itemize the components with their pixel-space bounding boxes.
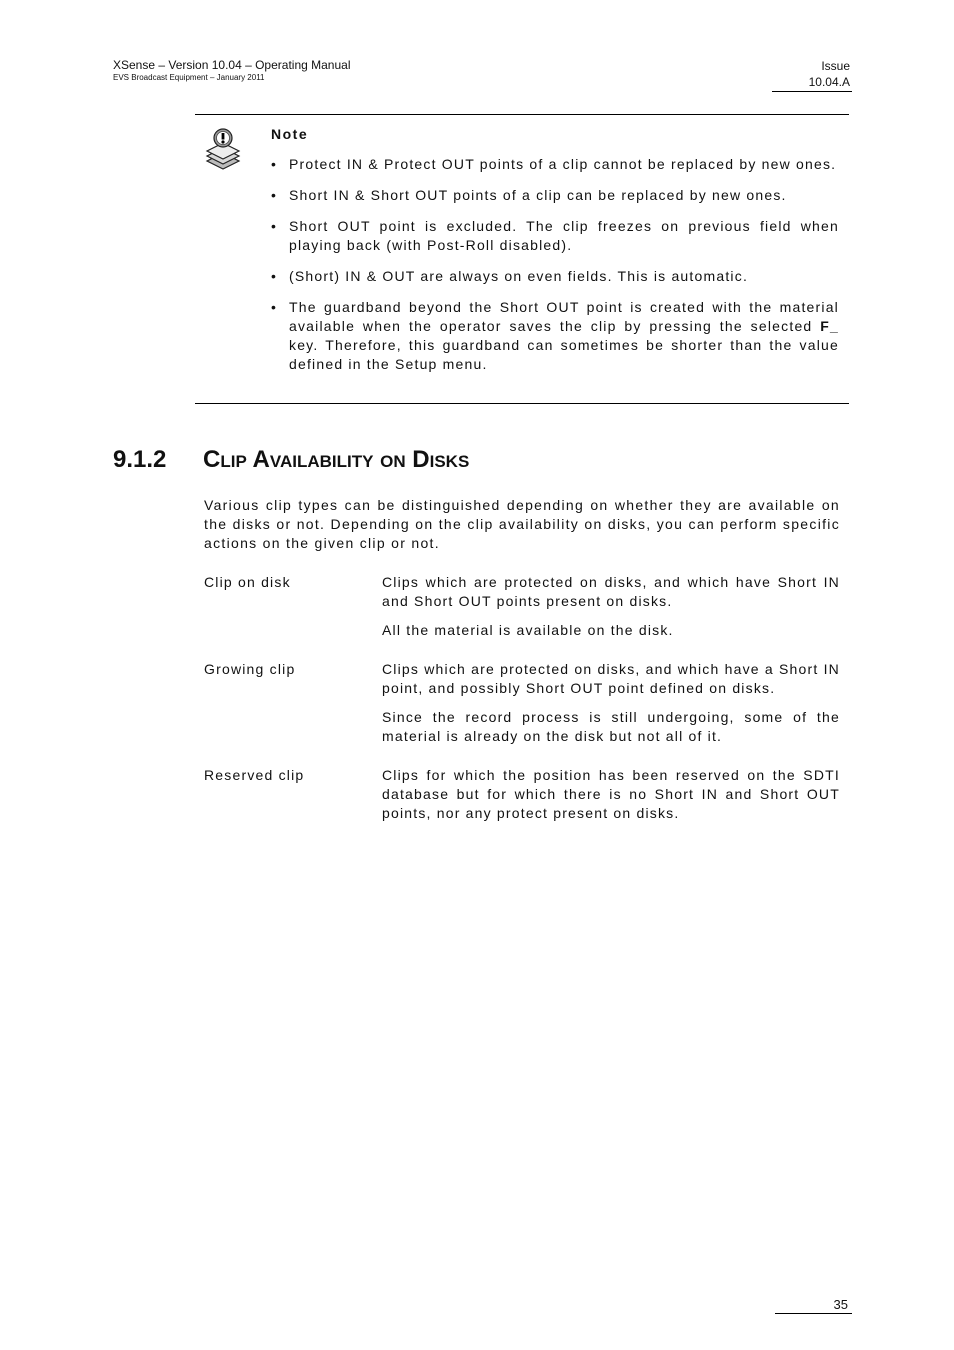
definition-paragraph: Clips which are protected on disks, and which have a Short IN point, and possibly Short OUT point defined on disks. (382, 661, 840, 696)
bullet-icon: • (271, 156, 278, 172)
key-name: F_ (820, 318, 839, 334)
publisher-date: EVS Broadcast Equipment – January 2011 (113, 73, 265, 82)
definition-paragraph: All the material is available on the disk. (382, 622, 674, 638)
note-item (271, 155, 839, 174)
document-header (113, 58, 351, 83)
note-list (271, 155, 839, 386)
note-icon (205, 127, 241, 171)
definition-paragraph: Clips which are protected on disks, and which have Short IN and Short OUT points present on disks. (382, 574, 840, 609)
note-item-text: Protect IN & Protect OUT points of a clip cannot be replaced by new ones. (289, 156, 837, 172)
section-heading (113, 444, 469, 476)
definition-term: Growing clip (204, 661, 296, 677)
footer-rule (775, 1313, 852, 1314)
definition-term: Clip on disk (204, 574, 291, 590)
note-title: Note (271, 126, 309, 142)
page-number: 35 (833, 1297, 848, 1312)
issue-label: Issue (821, 59, 850, 73)
bullet-icon: • (271, 218, 278, 234)
note-item-text: (Short) IN & OUT are always on even fields. This is automatic. (289, 268, 749, 284)
definition-paragraph: Since the record process is still undergoing, some of the material is already on the disk but not all of it. (382, 709, 840, 744)
definition-description (382, 766, 840, 833)
note-box (195, 114, 849, 404)
issue-number: 10.04.A (808, 75, 850, 89)
note-item (271, 217, 839, 255)
definition-paragraph: Clips for which the position has been reserved on the SDTI database but for which there is no Short IN and Short OUT points, nor any protect present on disks. (382, 767, 840, 821)
definition-description (382, 573, 840, 650)
note-item-text: Short IN & Short OUT points of a clip can be replaced by new ones. (289, 187, 787, 203)
bullet-icon: • (271, 299, 278, 315)
issue-block (809, 59, 850, 89)
note-item (271, 298, 839, 374)
note-item-text-before: The guardband beyond the Short OUT point is created with the material available when the operator saves the clip by pressing the selected (289, 299, 839, 334)
note-item (271, 186, 839, 205)
header-rule (772, 91, 852, 92)
section-number: 9.1.2 (113, 446, 167, 473)
note-item (271, 267, 839, 286)
bullet-icon: • (271, 187, 278, 203)
bullet-icon: • (271, 268, 278, 284)
section-intro: Various clip types can be distinguished depending on whether they are available on the disks or not. Depending on the clip availability on disks, you can perform specific actions on the given clip or not. (204, 497, 840, 551)
note-item-text-after: key. Therefore, this guardband can sometimes be shorter than the value defined in the Setup menu. (289, 337, 839, 372)
manual-title: XSense – Version 10.04 – Operating Manual (113, 58, 351, 72)
definition-term: Reserved clip (204, 767, 305, 783)
definition-description (382, 660, 840, 756)
section-title: Clip Availability on Disks (203, 446, 470, 473)
note-item-text: Short OUT point is excluded. The clip freezes on previous field when playing back (with Post-Roll disabled). (289, 218, 839, 253)
